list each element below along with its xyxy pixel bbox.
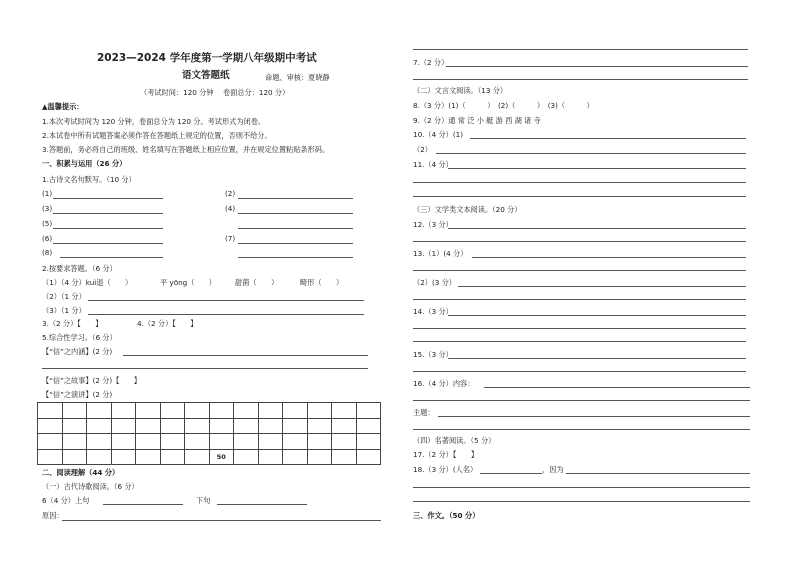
part-3-heading: （三）文学类文本阅读。（20 分） xyxy=(413,205,522,214)
blank-label-3: (3) xyxy=(42,204,53,213)
q1-label: 1.古诗文名句默写。（10 分） xyxy=(42,175,136,184)
part-1-heading: （一）古代诗歌阅读。（6 分） xyxy=(42,482,139,491)
theme-label: 主题： xyxy=(413,408,435,417)
blank-line-4[interactable] xyxy=(238,213,353,214)
q18-line-2[interactable] xyxy=(413,487,750,488)
q12-line-2[interactable] xyxy=(413,241,746,242)
q13-2-label: （2）(3 分） xyxy=(413,278,456,287)
q8-label: 8.（3 分）(1)（ ） (2)（ ） (3)（ ） xyxy=(413,101,594,110)
q15-line-1[interactable] xyxy=(448,358,746,359)
q12-line-1[interactable] xyxy=(448,228,746,229)
q7-label: 7.（2 分） xyxy=(413,58,449,67)
q18-name-line[interactable] xyxy=(480,473,542,474)
q18-label: 18.（3 分）(人名） xyxy=(413,465,478,474)
section-3-heading: 三、作文。（50 分） xyxy=(413,511,480,520)
q4-label: 4.（2 分）【 】 xyxy=(137,319,198,328)
q15-line-2[interactable] xyxy=(413,371,746,372)
blank-label-6: (6) xyxy=(42,234,53,243)
q6-reason-line[interactable] xyxy=(62,520,381,521)
q14-label: 14.（3 分） xyxy=(413,307,453,316)
q3-label: 3.（2 分）【 】 xyxy=(42,319,103,328)
q6-line-2[interactable] xyxy=(217,504,307,505)
q9-label: 9.（2 分）通 常 泛 小 艇 游 西 湖 诸 寺 xyxy=(413,116,541,125)
blank-label-7: (7) xyxy=(225,234,236,243)
q2-3-line[interactable] xyxy=(88,314,364,315)
q13-1-label: 13.（1）(4 分） xyxy=(413,249,468,258)
q10-1-line[interactable] xyxy=(470,138,746,139)
q17-label: 17.（2 分）【 】 xyxy=(413,450,479,459)
q13-2-line-1[interactable] xyxy=(458,286,746,287)
blank-line-1[interactable] xyxy=(53,198,163,199)
q5-c-label: 【“信”之演讲】(2 分) xyxy=(42,390,113,399)
blank-label-5: (5) xyxy=(42,219,53,228)
blank-line-7[interactable] xyxy=(238,243,353,244)
q10-1-label: 10.（4 分）(1) xyxy=(413,130,464,139)
blank-label-2: (2) xyxy=(225,189,236,198)
notice-item-3: 3.答题前，务必将自己的班级、姓名填写在答题纸上相应位置，并在规定位置粘贴条形码。 xyxy=(42,145,330,154)
notice-heading: ▲温馨提示： xyxy=(42,102,84,111)
writing-grid[interactable] xyxy=(37,402,381,465)
q18-line-1[interactable] xyxy=(566,473,750,474)
blank-line-8b[interactable] xyxy=(238,257,353,258)
q11-line-1[interactable] xyxy=(448,168,746,169)
q2-2-label: （2）（1 分） xyxy=(42,292,86,301)
q14-line-3[interactable] xyxy=(413,341,746,342)
blank-line-6[interactable] xyxy=(53,243,163,244)
q6-label: 6（4 分）上句 xyxy=(42,496,90,505)
authors: 命题、审核：夏晓静 xyxy=(265,73,330,82)
q16-line-2[interactable] xyxy=(413,400,750,401)
q5-a-label: 【“信”之内涵】(2 分) xyxy=(42,347,113,356)
q5-a-line-1[interactable] xyxy=(123,355,368,356)
q5-b-label: 【“信”之故事】(2 分)【 】 xyxy=(42,376,141,385)
section-1-heading: 一、积累与运用（26 分） xyxy=(42,159,127,168)
theme-line-1[interactable] xyxy=(438,416,750,417)
part-4-heading: （四）名著阅读。（5 分） xyxy=(413,436,496,445)
blank-label-8: (8) xyxy=(42,248,53,257)
q12-label: 12.（3 分） xyxy=(413,220,453,229)
part-2-heading: （二）文言文阅读。（13 分） xyxy=(413,86,508,95)
blank-label-4: (4) xyxy=(225,204,236,213)
q11-label: 11.（4 分） xyxy=(413,160,453,169)
right-top-line[interactable] xyxy=(413,49,748,50)
q14-line-1[interactable] xyxy=(448,315,746,316)
grid-count-mark: 50 xyxy=(209,449,234,465)
exam-title: 2023—2024 学年度第一学期八年级期中考试 xyxy=(97,52,317,64)
q7-line[interactable] xyxy=(446,66,748,67)
q2-1-b: 平 yōng（ ） xyxy=(160,278,216,287)
q18-line-3[interactable] xyxy=(413,501,750,502)
q6-reason-label: 原因： xyxy=(42,511,64,520)
theme-line-2[interactable] xyxy=(413,429,750,430)
q11-line-3[interactable] xyxy=(413,196,746,197)
blank-line-8[interactable] xyxy=(60,257,163,258)
q2-label: 2.按要求答题。（6 分） xyxy=(42,264,117,273)
exam-info: （考试时间：120 分钟 卷面总分：120 分） xyxy=(140,88,290,97)
q15-label: 15.（3 分） xyxy=(413,350,453,359)
blank-line-5[interactable] xyxy=(53,228,163,229)
q13-1-line-1[interactable] xyxy=(472,257,746,258)
q10-2-line[interactable] xyxy=(436,153,746,154)
q5-label: 5.综合性学习。（6 分） xyxy=(42,333,117,342)
q5-a-line-2[interactable] xyxy=(42,368,368,369)
q2-1-d: 畸形（ ） xyxy=(300,278,344,287)
notice-item-2: 2.本试卷中所有试题答案必须作答在答题纸上规定的位置，否则不给分。 xyxy=(42,131,272,140)
q14-line-2[interactable] xyxy=(413,328,746,329)
sheet-subtitle: 语文答题纸 xyxy=(182,70,230,81)
blank-label-1: (1) xyxy=(42,189,53,198)
q13-1-line-2[interactable] xyxy=(413,270,746,271)
q2-1-a: （1）（4 分）kuì退（ ） xyxy=(42,278,133,287)
q6-next-label: 下句 xyxy=(196,496,211,505)
q16-label: 16.（4 分）内容： xyxy=(413,379,475,388)
q10-2-label: （2） xyxy=(413,145,432,154)
q11-line-2[interactable] xyxy=(413,182,746,183)
q2-1-c: 甜菌（ ） xyxy=(235,278,279,287)
blank-line-2[interactable] xyxy=(238,198,353,199)
blank-line-3[interactable] xyxy=(53,213,163,214)
blank-line-5b[interactable] xyxy=(238,228,353,229)
q7-line-2[interactable] xyxy=(413,79,748,80)
section-2-heading: 二、阅读理解（44 分） xyxy=(42,468,120,477)
q2-3-label: （3）（1 分） xyxy=(42,306,86,315)
q13-2-line-2[interactable] xyxy=(413,299,746,300)
notice-item-1: 1.本次考试时间为 120 分钟，卷面总分为 120 分。考试形式为闭卷。 xyxy=(42,117,266,126)
q6-line-1[interactable] xyxy=(103,504,183,505)
q18-because-label: ，因为 xyxy=(542,465,564,474)
q16-line-1[interactable] xyxy=(484,387,750,388)
q2-2-line[interactable] xyxy=(88,300,364,301)
